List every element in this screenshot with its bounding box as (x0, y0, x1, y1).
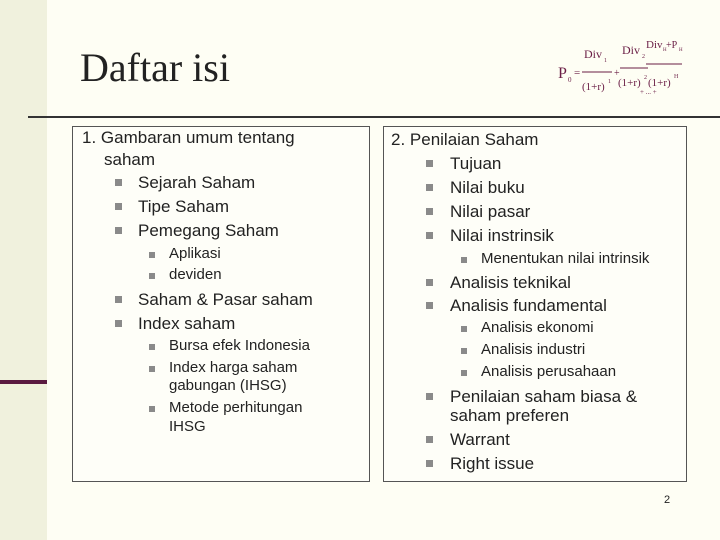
list-item: Pemegang Saham (138, 221, 279, 240)
list-item: Warrant (450, 430, 510, 449)
page-number: 2 (664, 494, 671, 506)
sub-list-bullet (149, 344, 155, 350)
sub-list-bullet (149, 406, 155, 412)
sub-list-item: Analisis perusahaan (481, 363, 617, 380)
list-item: Nilai instrinsik (450, 226, 554, 245)
formula-term3-den-sup: H (674, 74, 679, 80)
formula-term2-den-sup: 2 (644, 75, 647, 81)
list-item: Nilai buku (450, 178, 525, 197)
list-bullet (115, 179, 122, 186)
formula-ellipsis: + ... + (640, 88, 657, 96)
formula-term2-num: Div (622, 43, 640, 57)
left-heading-line1: 1. Gambaran umum tentang (82, 128, 295, 147)
left-decorative-band (0, 0, 47, 540)
formula-term3-num-sub: H (663, 48, 667, 53)
list-bullet (426, 302, 433, 309)
sub-list-item-continued: IHSG (169, 418, 206, 435)
sub-list-item: Analisis ekonomi (481, 319, 594, 336)
title-divider (28, 116, 720, 118)
stock-valuation-formula (552, 28, 684, 116)
sub-list-bullet (461, 326, 467, 332)
formula-term1-den-sup: 1 (608, 79, 611, 85)
list-item: Saham & Pasar saham (138, 290, 313, 309)
formula-term3-num-plus: +P (666, 40, 678, 51)
formula-term3-num: Div (646, 39, 663, 51)
list-item: Right issue (450, 454, 535, 473)
list-item: Tipe Saham (138, 197, 230, 216)
list-item-continued: saham preferen (450, 406, 570, 425)
left-heading-line2: saham (104, 150, 156, 169)
formula-lhs-sub: 0 (568, 76, 572, 84)
list-item: Index saham (138, 314, 236, 333)
list-item: Analisis fundamental (450, 296, 607, 315)
list-item: Analisis teknikal (450, 273, 571, 292)
list-bullet (426, 184, 433, 191)
formula-equals: = (574, 67, 581, 79)
list-bullet (115, 203, 122, 210)
sub-list-bullet (461, 257, 467, 263)
sub-list-item: Aplikasi (169, 245, 221, 262)
formula-term1-num: Div (584, 47, 602, 61)
sub-list-bullet (149, 366, 155, 372)
list-bullet (426, 436, 433, 443)
slide-title: Daftar isi (80, 45, 230, 90)
formula-term1-num-sub: 1 (604, 58, 607, 64)
list-bullet (426, 232, 433, 239)
left-accent-bar (0, 380, 47, 384)
list-bullet (426, 460, 433, 467)
list-bullet (115, 320, 122, 327)
formula-term3-den: (1+r) (648, 77, 671, 89)
sub-list-item: deviden (169, 266, 222, 283)
sub-list-bullet (149, 273, 155, 279)
list-item: Tujuan (450, 154, 502, 173)
sub-list-item: Bursa efek Indonesia (169, 337, 310, 354)
list-item: Penilaian saham biasa & (450, 387, 638, 406)
sub-list-bullet (461, 370, 467, 376)
list-bullet (426, 160, 433, 167)
list-bullet (115, 296, 122, 303)
formula-plus: + (614, 68, 620, 79)
right-heading: 2. Penilaian Saham (391, 130, 539, 149)
list-bullet (115, 227, 122, 234)
sub-list-item: Menentukan nilai intrinsik (481, 250, 650, 267)
list-bullet (426, 208, 433, 215)
sub-list-bullet (461, 348, 467, 354)
list-bullet (426, 393, 433, 400)
sub-list-item-continued: gabungan (IHSG) (169, 377, 287, 394)
list-item: Nilai pasar (450, 202, 531, 221)
list-item: Sejarah Saham (138, 173, 256, 192)
sub-list-item: Index harga saham (169, 359, 298, 376)
formula-term2-den: (1+r) (618, 77, 641, 89)
list-bullet (426, 279, 433, 286)
formula-term3-num-plus-sub: H (679, 48, 683, 53)
formula-lhs: P (558, 65, 567, 82)
formula-term2-num-sub: 2 (642, 54, 645, 60)
sub-list-bullet (149, 252, 155, 258)
formula-term1-den: (1+r) (582, 81, 605, 93)
sub-list-item: Metode perhitungan (169, 399, 303, 416)
sub-list-item: Analisis industri (481, 341, 586, 358)
